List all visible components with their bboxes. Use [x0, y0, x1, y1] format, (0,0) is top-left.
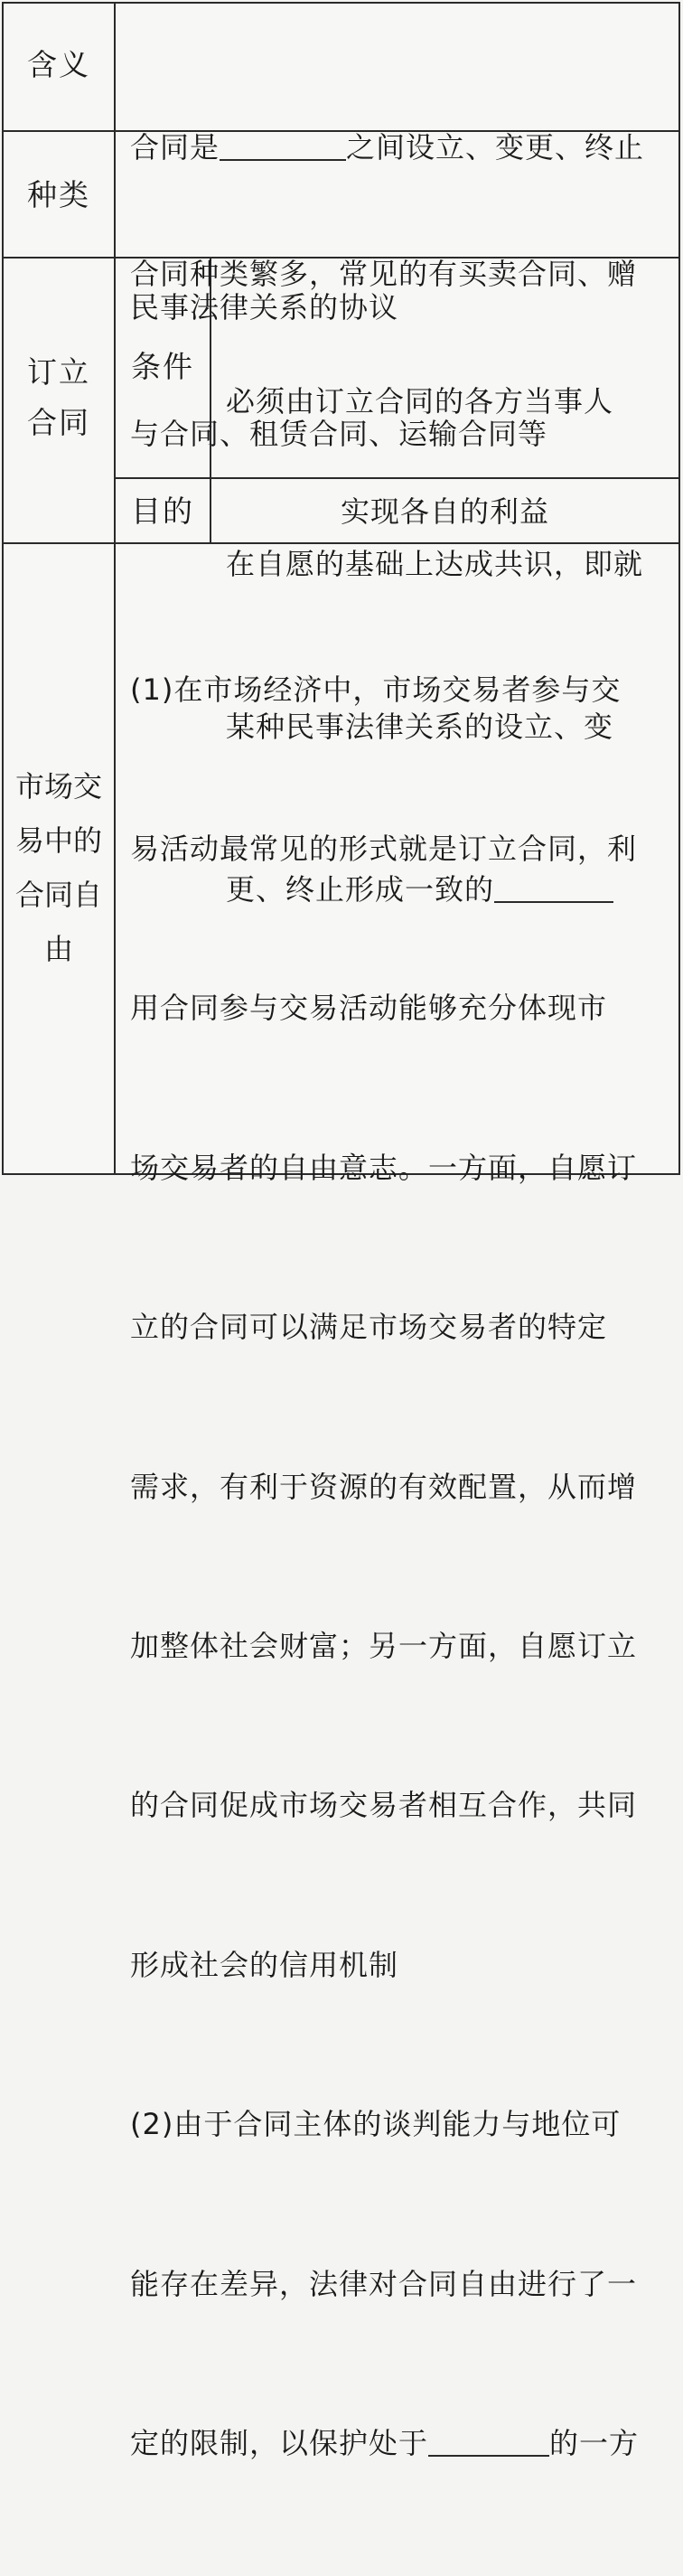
freedom-label-line-1: 市场交: [14, 769, 102, 804]
freedom-p1-line: 立的合同可以满足市场交易者的特定: [130, 1310, 608, 1345]
concept-table: [2, 2, 680, 2460]
conclude-label-line-2: 合同: [27, 405, 90, 440]
condition-line-1: 必须由订立合同的各方当事人: [226, 384, 614, 418]
column-divider: [114, 4, 116, 1173]
freedom-content: [130, 557, 677, 2576]
freedom-p1-line: 场交易者的自由意志。一方面，自愿订: [130, 1150, 638, 1185]
condition-line-2: 在自愿的基础上达成共识，即就: [226, 547, 644, 581]
freedom-p1-line: (1)在市场经济中，市场交易者参与交: [130, 672, 622, 707]
freedom-p1-line: 加整体社会财富；另一方面，自愿订立: [130, 1628, 638, 1663]
condition-label: 条件: [131, 349, 194, 384]
freedom-p2-line: (2)由于合同主体的谈判能力与地位可: [130, 2107, 622, 2142]
types-line-1: 合同种类繁多，常见的有买卖合同、赠: [130, 257, 638, 291]
meaning-line-1: 合同是 之间设立、变更、终止: [130, 130, 645, 165]
purpose-content: 实现各自的利益: [340, 494, 549, 529]
meaning-label: 含义: [27, 47, 90, 82]
purpose-label: 目的: [131, 494, 194, 529]
freedom-p1-line: 的合同促成市场交易者相互合作，共同: [130, 1788, 638, 1823]
freedom-label: [4, 759, 114, 976]
freedom-p1-line: 形成社会的信用机制: [130, 1947, 399, 1982]
freedom-label-line-4: 由: [43, 932, 73, 966]
freedom-p1-line: 用合同参与交易活动能够充分体现市: [130, 991, 608, 1026]
freedom-p1-line: 易活动最常见的形式就是订立合同，利: [130, 831, 638, 866]
conclude-label-line-1: 订立: [27, 354, 90, 390]
freedom-p2-line-last: 定的限制，以保护处于 的一方: [130, 2425, 640, 2460]
condition-line-3: 某种民事法律关系的设立、变: [226, 710, 614, 744]
freedom-p1-line: 需求，有利于资源的有效配置，从而增: [130, 1469, 638, 1504]
freedom-label-line-2: 易中的: [14, 823, 102, 858]
meaning-line-2: 民事法律关系的协议: [130, 290, 399, 324]
types-line-2: 与合同、租赁合同、运输合同等: [130, 417, 548, 451]
freedom-p2-line: 能存在差异，法律对合同自由进行了一: [130, 2266, 638, 2301]
answer-blank: [428, 2428, 549, 2457]
freedom-label-line-3: 合同自: [14, 878, 102, 912]
types-label: 种类: [27, 177, 90, 212]
conclude-label: [4, 347, 114, 448]
condition-line-4: 更、终止形成一致的: [226, 862, 673, 917]
